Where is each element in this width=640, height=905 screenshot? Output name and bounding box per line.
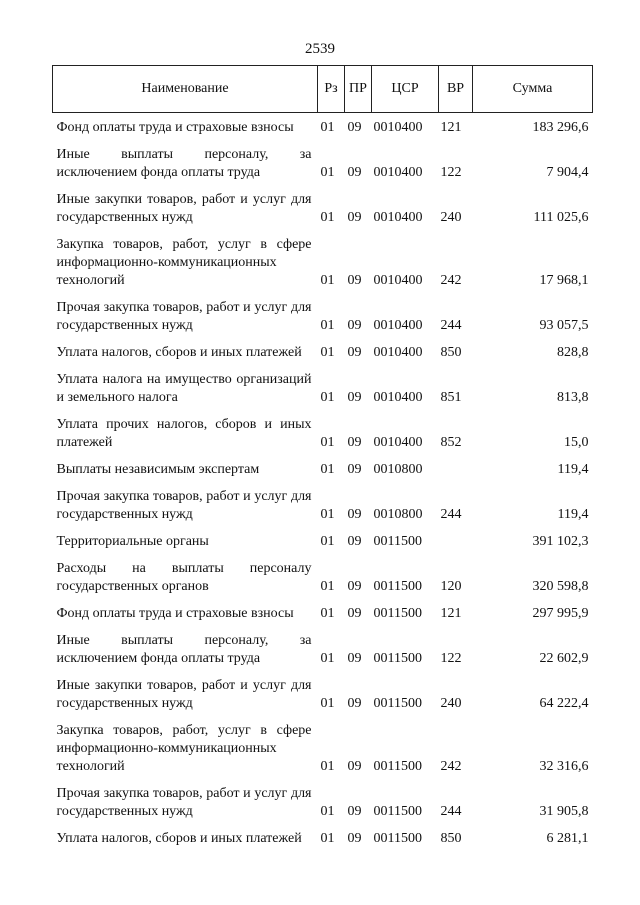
row-sum: 31 905,8	[539, 804, 589, 819]
row-csr: 0011500	[373, 579, 422, 594]
row-vr	[439, 527, 473, 554]
table-row	[53, 185, 593, 230]
row-name: Закупка товаров, работ, услуг в сфере информационно-коммуникационных технологий	[56, 237, 312, 288]
row-sum: 7 904,4	[546, 165, 589, 180]
row-sum: 297 995,9	[532, 606, 589, 621]
row-csr: 0011500	[373, 804, 422, 819]
header-name: Наименование	[53, 66, 318, 113]
table-row	[53, 824, 593, 851]
row-name: Иные выплаты персоналу, за исключением фонда оплаты труда	[56, 147, 312, 180]
row-pr: 09	[347, 120, 362, 135]
row-vr: 244	[440, 804, 462, 819]
header-rz: Рз	[318, 66, 345, 113]
row-name: Иные выплаты персоналу, за исключением фонда оплаты труда	[56, 633, 312, 666]
row-csr: 0010400	[373, 165, 423, 180]
row-rz: 01	[320, 120, 335, 135]
row-sum: 828,8	[557, 345, 589, 360]
table-row	[53, 230, 593, 293]
row-rz: 01	[320, 804, 335, 819]
row-vr: 851	[440, 390, 462, 405]
table-row	[53, 338, 593, 365]
row-sum: 119,4	[557, 507, 589, 522]
row-csr: 0011500	[373, 831, 422, 846]
row-vr	[439, 455, 473, 482]
row-pr: 09	[347, 507, 362, 522]
row-csr: 0010400	[373, 318, 423, 333]
row-csr: 0010400	[373, 435, 423, 450]
row-pr: 09	[347, 696, 362, 711]
row-name: Выплаты независимым экспертам	[56, 462, 260, 477]
table-row	[53, 482, 593, 527]
table-row	[53, 554, 593, 599]
row-csr: 0011500	[373, 651, 422, 666]
row-rz: 01	[320, 462, 335, 477]
table-row	[53, 599, 593, 626]
row-sum: 17 968,1	[539, 273, 589, 288]
row-name: Расходы на выплаты персоналу государственных органов	[56, 561, 312, 594]
row-csr: 0011500	[373, 606, 422, 621]
row-name: Иные закупки товаров, работ и услуг для государственных нужд	[56, 192, 312, 225]
row-csr: 0010800	[373, 507, 423, 522]
table-row	[53, 455, 593, 482]
row-name: Прочая закупка товаров, работ и услуг для государственных нужд	[56, 786, 312, 819]
row-name: Уплата налогов, сборов и иных платежей	[56, 345, 302, 360]
table-row	[53, 779, 593, 824]
row-csr: 0011500	[373, 696, 422, 711]
row-vr: 122	[440, 165, 462, 180]
row-sum: 320 598,8	[532, 579, 589, 594]
row-csr: 0010800	[373, 462, 423, 477]
row-vr: 242	[440, 759, 462, 774]
row-pr: 09	[347, 210, 362, 225]
row-csr: 0011500	[373, 534, 422, 549]
row-name: Прочая закупка товаров, работ и услуг для государственных нужд	[56, 300, 312, 333]
table-row	[53, 365, 593, 410]
row-rz: 01	[320, 606, 335, 621]
table-row	[53, 113, 593, 141]
row-rz: 01	[320, 345, 335, 360]
row-pr: 09	[347, 804, 362, 819]
row-csr: 0011500	[373, 759, 422, 774]
table-row	[53, 293, 593, 338]
row-name: Прочая закупка товаров, работ и услуг для государственных нужд	[56, 489, 312, 522]
row-vr: 244	[440, 318, 462, 333]
row-vr: 240	[440, 210, 462, 225]
row-sum: 391 102,3	[532, 534, 589, 549]
row-name: Иные закупки товаров, работ и услуг для государственных нужд	[56, 678, 312, 711]
row-vr: 122	[440, 651, 462, 666]
row-rz: 01	[320, 696, 335, 711]
row-vr: 120	[440, 579, 462, 594]
row-vr: 850	[440, 831, 462, 846]
row-sum: 6 281,1	[546, 831, 589, 846]
row-vr: 852	[440, 435, 462, 450]
row-csr: 0010400	[373, 345, 423, 360]
row-sum: 813,8	[557, 390, 589, 405]
table-body	[53, 113, 593, 852]
row-sum: 183 296,6	[532, 120, 589, 135]
header-vr: ВР	[439, 66, 473, 113]
row-rz: 01	[320, 435, 335, 450]
header-sum: Сумма	[473, 66, 593, 113]
row-pr: 09	[347, 318, 362, 333]
row-rz: 01	[320, 165, 335, 180]
row-pr: 09	[347, 759, 362, 774]
row-csr: 0010400	[373, 390, 423, 405]
budget-table	[52, 65, 593, 851]
row-sum: 22 602,9	[539, 651, 589, 666]
page-number: 2539	[305, 41, 335, 57]
row-pr: 09	[347, 390, 362, 405]
row-rz: 01	[320, 390, 335, 405]
header-pr: ПР	[345, 66, 372, 113]
table-row	[53, 626, 593, 671]
row-name: Уплата налогов, сборов и иных платежей	[56, 831, 302, 846]
row-rz: 01	[320, 651, 335, 666]
row-rz: 01	[320, 210, 335, 225]
row-rz: 01	[320, 759, 335, 774]
row-name: Фонд оплаты труда и страховые взносы	[56, 120, 294, 135]
row-pr: 09	[347, 831, 362, 846]
row-rz: 01	[320, 579, 335, 594]
row-rz: 01	[320, 831, 335, 846]
row-sum: 15,0	[564, 435, 589, 450]
row-name: Уплата налога на имущество организаций и земельного налога	[56, 372, 312, 405]
row-vr: 850	[440, 345, 462, 360]
row-sum: 119,4	[557, 462, 589, 477]
row-name: Закупка товаров, работ, услуг в сфере информационно-коммуникационных технологий	[56, 723, 312, 774]
header-csr: ЦСР	[372, 66, 439, 113]
table-row	[53, 671, 593, 716]
row-csr: 0010400	[373, 120, 423, 135]
row-sum: 93 057,5	[539, 318, 589, 333]
row-name: Фонд оплаты труда и страховые взносы	[56, 606, 294, 621]
row-pr: 09	[347, 534, 362, 549]
row-pr: 09	[347, 165, 362, 180]
table-row	[53, 527, 593, 554]
row-vr: 240	[440, 696, 462, 711]
row-sum: 64 222,4	[539, 696, 589, 711]
table-row	[53, 140, 593, 185]
row-vr: 121	[440, 120, 462, 135]
table-header	[53, 66, 593, 113]
table-row	[53, 716, 593, 779]
row-sum: 111 025,6	[533, 210, 589, 225]
row-rz: 01	[320, 507, 335, 522]
row-sum: 32 316,6	[539, 759, 589, 774]
row-rz: 01	[320, 273, 335, 288]
row-csr: 0010400	[373, 273, 423, 288]
row-name: Уплата прочих налогов, сборов и иных платежей	[56, 417, 312, 450]
row-rz: 01	[320, 534, 335, 549]
row-pr: 09	[347, 651, 362, 666]
row-vr: 121	[440, 606, 462, 621]
row-vr: 244	[440, 507, 462, 522]
row-name: Территориальные органы	[56, 534, 209, 549]
table-row	[53, 410, 593, 455]
row-pr: 09	[347, 435, 362, 450]
row-pr: 09	[347, 606, 362, 621]
row-pr: 09	[347, 345, 362, 360]
row-vr: 242	[440, 273, 462, 288]
row-pr: 09	[347, 273, 362, 288]
row-pr: 09	[347, 579, 362, 594]
row-pr: 09	[347, 462, 362, 477]
row-rz: 01	[320, 318, 335, 333]
row-csr: 0010400	[373, 210, 423, 225]
